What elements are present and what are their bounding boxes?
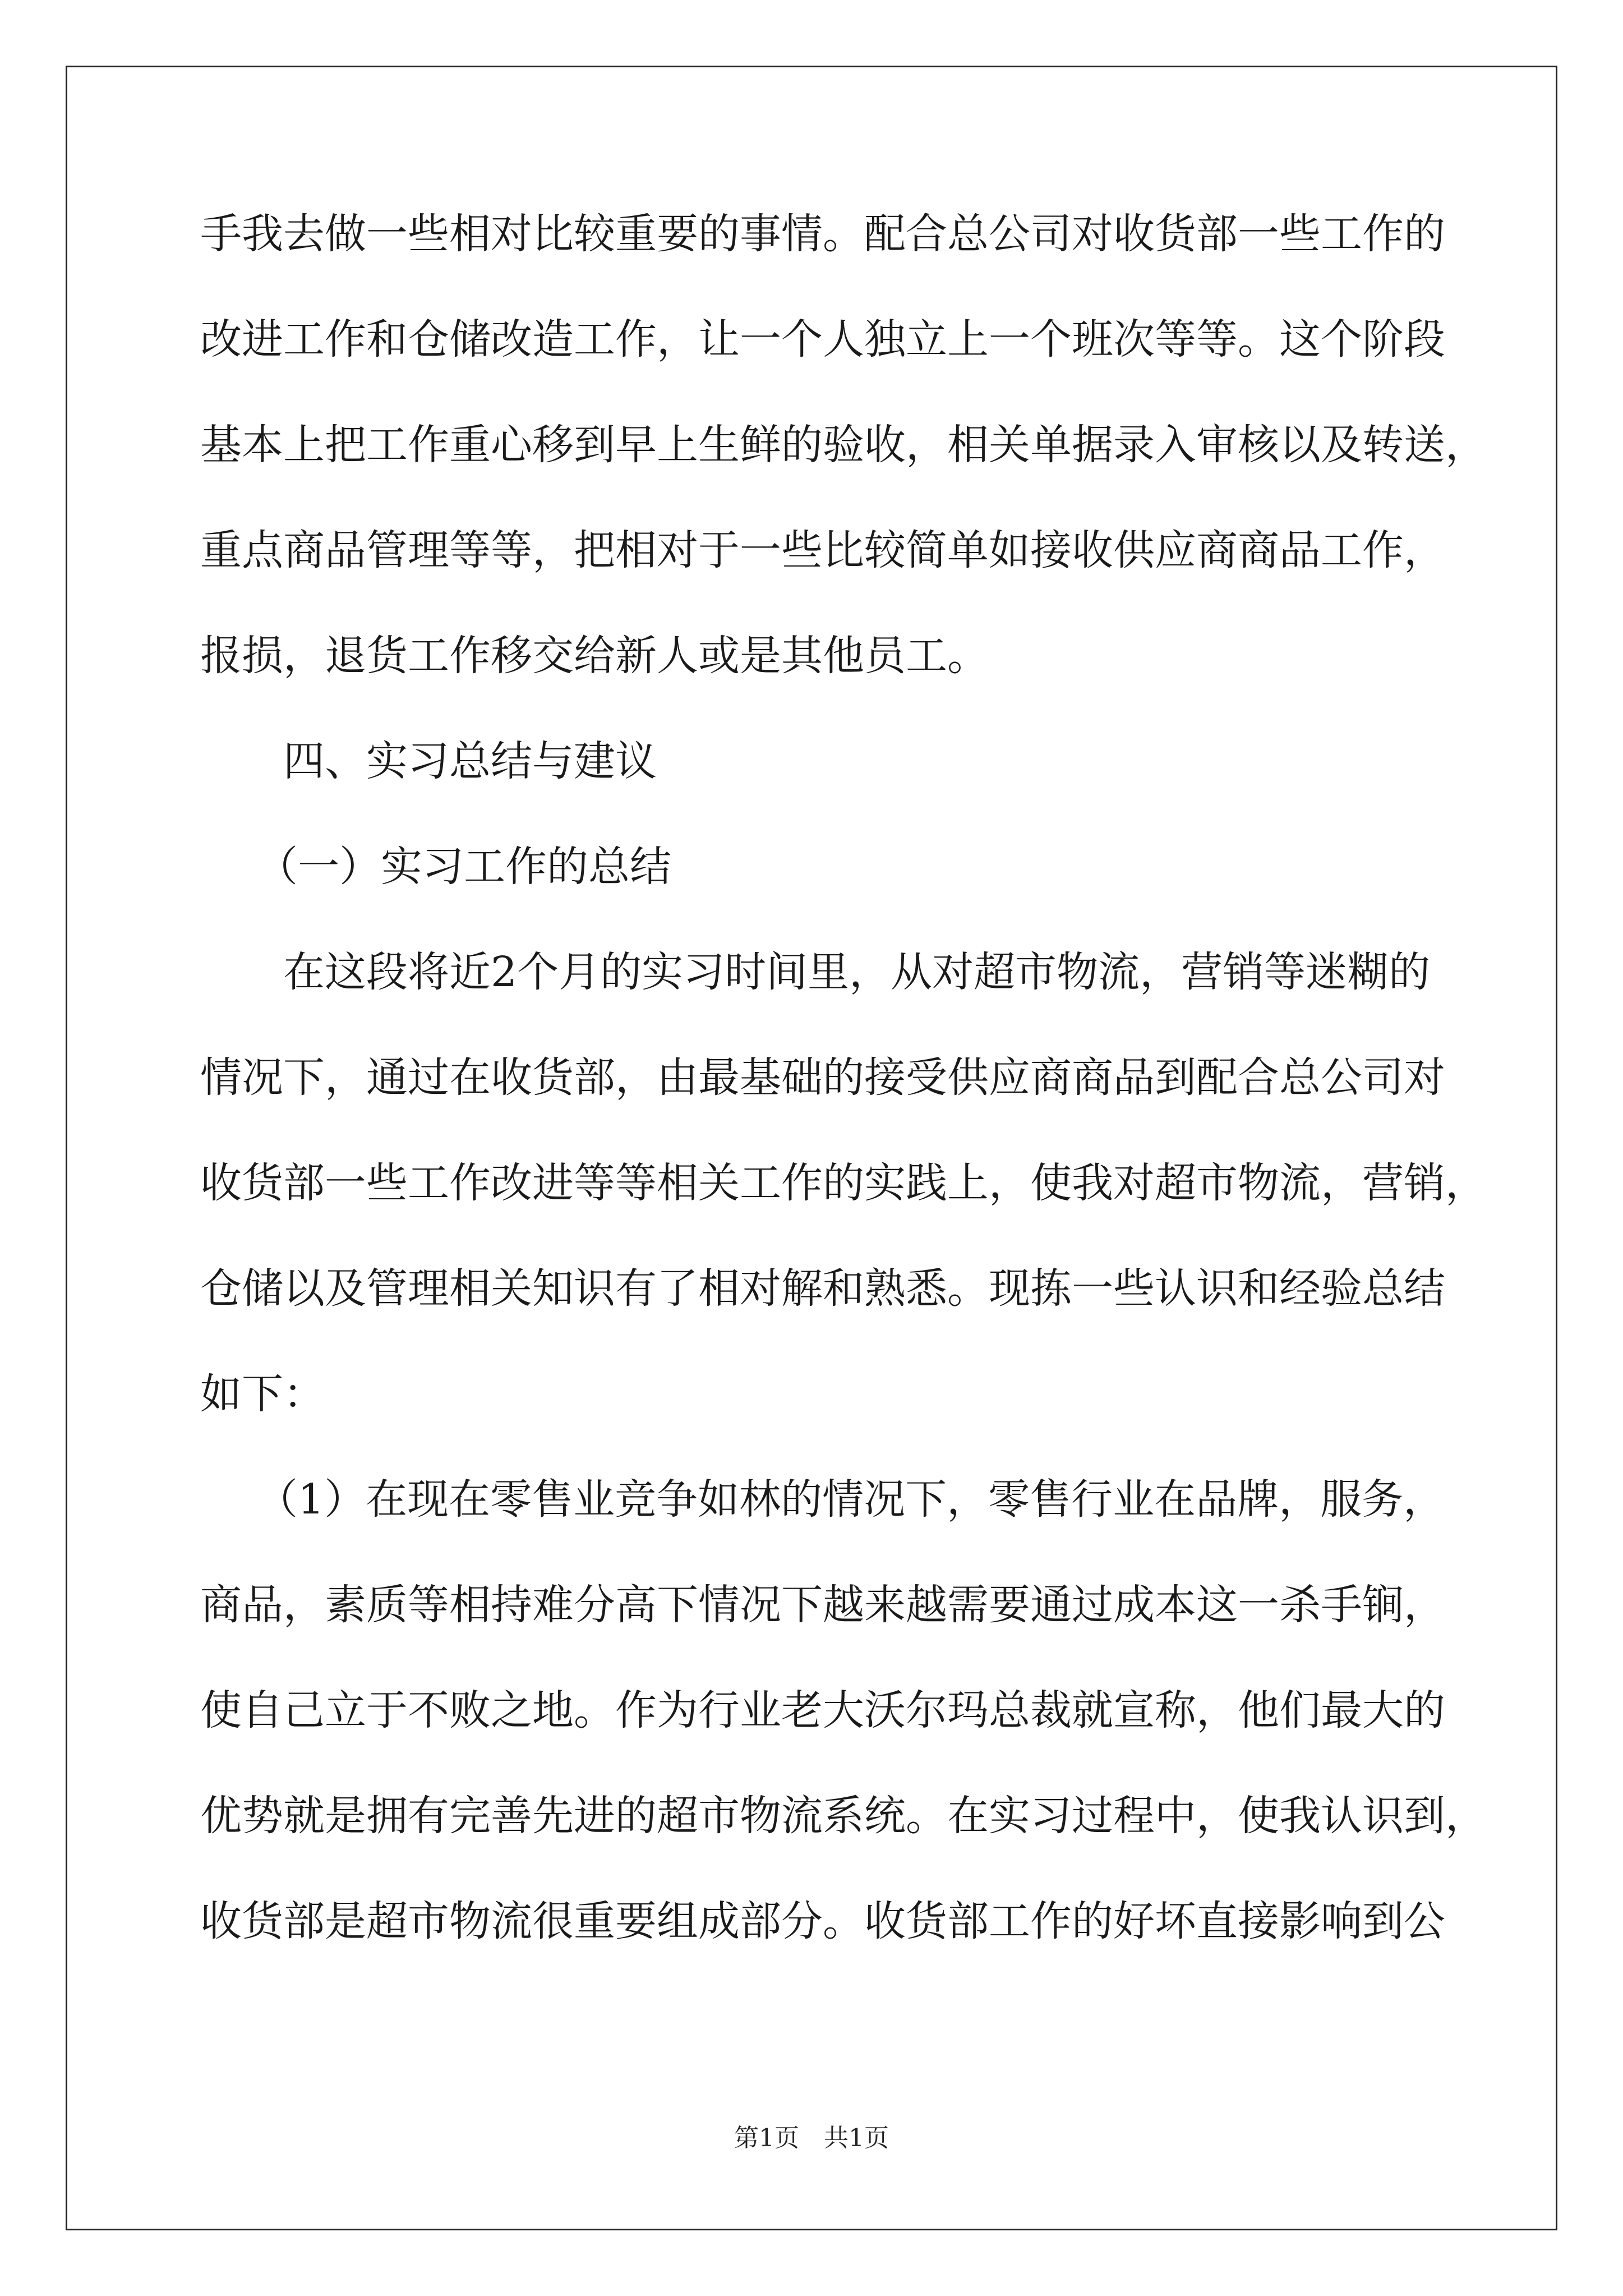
text-line: 报损，退货工作移交给新人或是其他员工。 (200, 632, 989, 680)
page-footer: 第1页 共1页 (734, 2124, 889, 2152)
text-line: 改进工作和仓储改造工作，让一个人独立上一个班次等等。这个阶段 (200, 315, 1445, 364)
text-line: 情况下，通过在收货部，由最基础的接受供应商商品到配合总公司对 (200, 1053, 1445, 1102)
text-line: （1）在现在零售业竞争如林的情况下，零售行业在品牌，服务， (256, 1475, 1445, 1524)
text-line: 收货部一些工作改进等等相关工作的实践上，使我对超市物流，营销， (200, 1159, 1487, 1207)
text-line: 在这段将近2个月的实习时间里，从对超市物流，营销等迷糊的 (283, 948, 1431, 996)
text-line: 商品，素质等相持难分高下情况下越来越需要通过成本这一杀手锏， (200, 1581, 1445, 1629)
text-line: 基本上把工作重心移到早上生鲜的验收，相关单据录入审核以及转送， (200, 421, 1487, 469)
text-line: 使自己立于不败之地。作为行业老大沃尔玛总裁就宣称，他们最大的 (200, 1686, 1445, 1734)
section-heading: 四、实习总结与建议 (283, 737, 657, 785)
text-line: 如下： (200, 1370, 325, 1418)
text-line: 仓储以及管理相关知识有了相对解和熟悉。现拣一些认识和经验总结 (200, 1264, 1445, 1313)
text-line: 优势就是拥有完善先进的超市物流系统。在实习过程中，使我认识到， (200, 1792, 1487, 1840)
text-line: 手我去做一些相对比较重要的事情。配合总公司对收货部一些工作的 (200, 210, 1445, 258)
text-line: 重点商品管理等等，把相对于一些比较简单如接收供应商商品工作， (200, 526, 1445, 574)
subsection-heading: （一）实习工作的总结 (256, 843, 671, 891)
text-line: 收货部是超市物流很重要组成部分。收货部工作的好坏直接影响到公 (200, 1897, 1445, 1945)
